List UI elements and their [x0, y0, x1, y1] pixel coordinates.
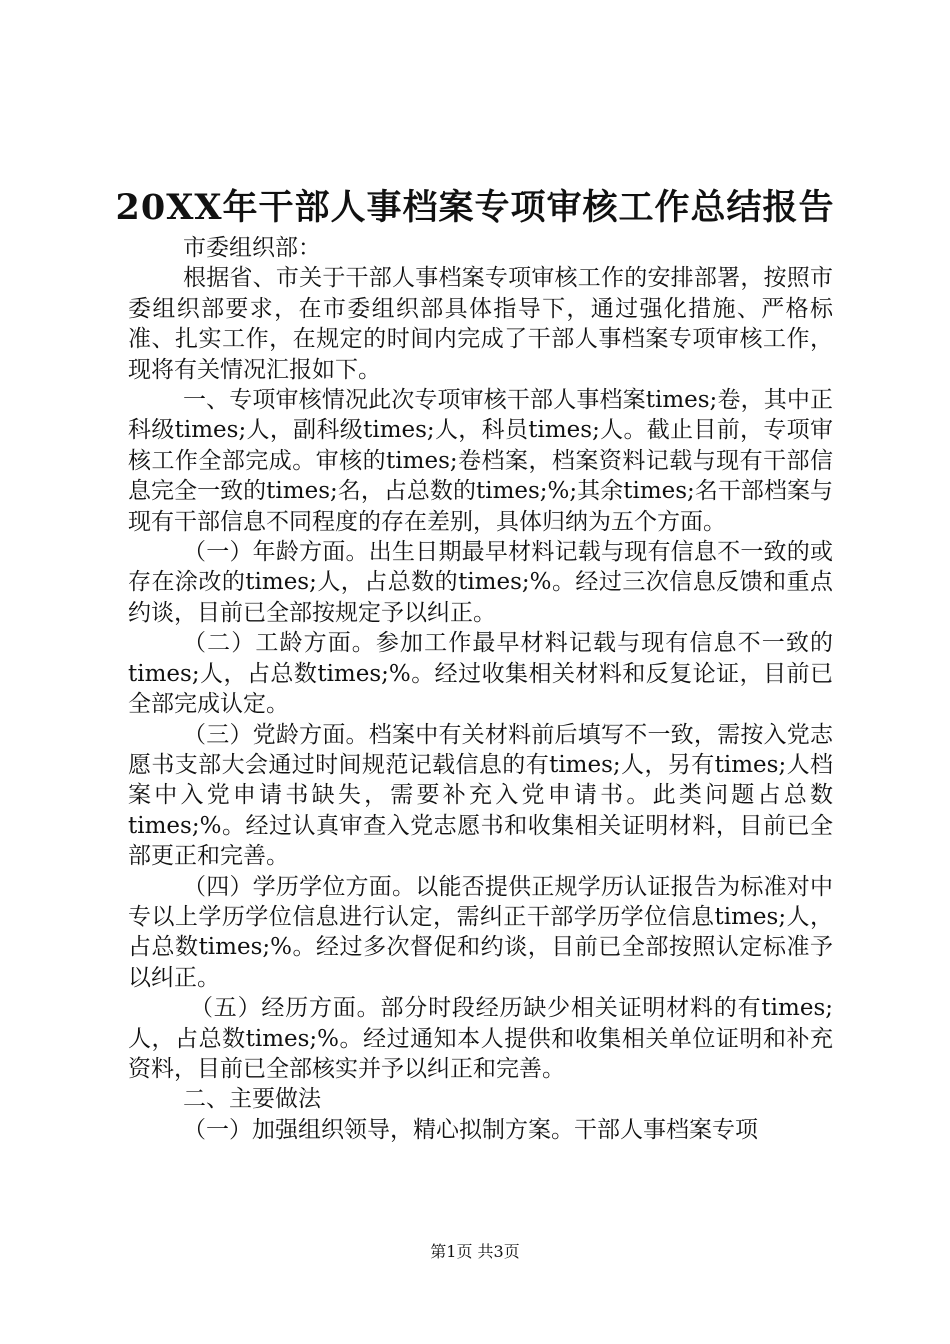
paragraph-party-years: （三）党龄方面。档案中有关材料前后填写不一致，需按入党志愿书支部大会通过时间规范记载信息的有times;人，另有times;人档案中入党申请书缺失，需要补充入党申请书。此类问题占总数times;%。经过认真审查入党志愿书和收集相关证明材料，目前已全部更正和完善。 [128, 721, 833, 870]
page-footer [0, 1242, 950, 1262]
document-title: 20XX年干部人事档案专项审核工作总结报告 [115, 187, 835, 228]
salutation: 市委组织部： [183, 235, 321, 261]
paragraph-intro: 根据省、市关于干部人事档案专项审核工作的安排部署，按照市委组织部要求，在市委组织部具体指导下，通过强化措施、严格标准、扎实工作，在规定的时间内完成了干部人事档案专项审核工作，现将有关情况汇报如下。 [128, 265, 833, 383]
paragraph-work-years: （二）工龄方面。参加工作最早材料记载与现有信息不一致的times;人，占总数times;%。经过收集相关材料和反复论证，目前已全部完成认定。 [128, 630, 833, 718]
paragraph-education: （四）学历学位方面。以能否提供正规学历认证报告为标准对中专以上学历学位信息进行认定，需纠正干部学历学位信息times;人，占总数times;%。经过多次督促和约谈，目前已全部按照认定标准予以纠正。 [128, 873, 833, 991]
page-number-label: 第1页 共3页 [430, 1242, 520, 1261]
paragraph-section-1: 一、专项审核情况此次专项审核干部人事档案times;卷，其中正科级times;人，副科级times;人，科员times;人。截止目前，专项审核工作全部完成。审核的times;卷档案，档案资料记载与现有干部信息完全一致的times;名，占总数的times;%;其余times;名干部档案与现有干部信息不同程度的存在差别，具体归纳为五个方面。 [128, 387, 833, 535]
paragraph-experience: （五）经历方面。部分时段经历缺少相关证明材料的有times;人，占总数times;%。经过通知本人提供和收集相关单位证明和补充资料，目前已全部核实并予以纠正和完善。 [128, 995, 833, 1082]
section-heading-practices: 二、主要做法 [183, 1086, 321, 1113]
document-body [128, 233, 833, 1145]
paragraph-practice-1: （一）加强组织领导，精心拟制方案。干部人事档案专项 [183, 1116, 758, 1143]
paragraph-age: （一）年龄方面。出生日期最早材料记载与现有信息不一致的或存在涂改的times;人，占总数的times;%。经过三次信息反馈和重点约谈，目前已全部按规定予以纠正。 [128, 539, 833, 626]
